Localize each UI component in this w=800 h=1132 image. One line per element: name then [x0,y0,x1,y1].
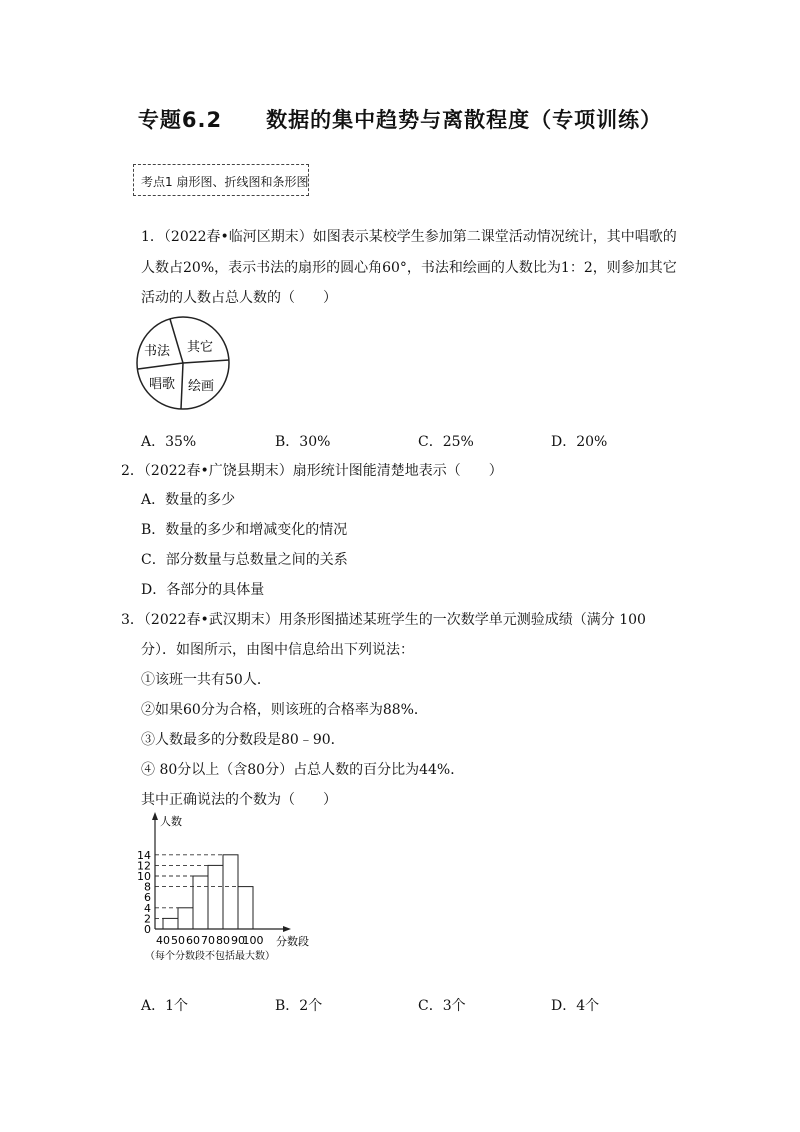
q1-choice-c[interactable]: C．25% [418,434,474,450]
q3-ask: 其中正确说法的个数为（ ） [141,792,337,808]
q2-option-b[interactable]: B．数量的多少和增减变化的情况 [141,522,348,538]
x-tick-100: 100 [242,934,264,947]
pie-divider-2 [183,360,229,363]
bar-40-50 [163,918,178,929]
y-tick-8: 8 [144,880,151,894]
x-tick-60: 60 [186,934,200,947]
q3-statement-3: ③人数最多的分数段是80﹣90． [141,732,345,748]
pie-label-singing: 唱歌 [149,377,176,392]
page-title: 专题6.2 数据的集中趋势与离散程度（专项训练） [137,108,663,132]
pie-divider-1 [170,319,183,363]
x-tick-40: 40 [156,934,170,947]
q3-choice-b[interactable]: B．2个 [275,998,323,1014]
bar-70-80 [208,865,223,929]
x-tick-90: 90 [231,934,245,947]
y-tick-labels [137,849,151,936]
q3-statement-4: ④ 80分以上（含80分）占总人数的百分比为44%． [141,762,465,778]
bar-80-90 [223,855,238,929]
y-axis-arrow [152,812,158,820]
q1-choice-b[interactable]: B．30% [275,434,331,450]
x-tick-80: 80 [216,934,230,947]
y-tick-4: 4 [144,901,151,915]
pie-divider-4 [181,363,183,409]
bar-90-100 [238,887,253,929]
q1-choice-a[interactable]: A．35% [141,434,197,450]
x-tick-50: 50 [171,934,185,947]
q1-line2: 人数占20%，表示书法的扇形的圆心角60°，书法和绘画的人数比为1：2，则参加其它 [141,260,677,276]
pie-divider-3 [138,363,183,369]
y-tick-2: 2 [144,912,151,926]
bar-60-70 [193,876,208,929]
y-tick-12: 12 [137,859,151,873]
q1-choice-d[interactable]: D．20% [551,434,608,450]
q3-bar-chart [125,808,330,968]
section-label: 考点1 扇形图、折线图和条形图 [141,175,309,189]
q2-stem: 2．（2022春•广饶县期末）扇形统计图能清楚地表示（ ） [121,463,503,479]
bar-50-60 [178,908,193,929]
q3-line2: 分）．如图所示，由图中信息给出下列说法： [141,642,414,658]
q3-choice-d[interactable]: D．4个 [551,998,600,1014]
q2-option-c[interactable]: C．部分数量与总数量之间的关系 [141,552,348,568]
y-tick-10: 10 [137,870,151,883]
dash-guides [155,855,238,919]
q3-line1: 3．（2022春•武汉期末）用条形图描述某班学生的一次数学单元测验成绩（满分 100 [121,612,646,628]
q2-option-a[interactable]: A．数量的多少 [141,492,236,508]
y-tick-0: 0 [144,923,151,936]
pie-label-other: 其它 [187,340,214,355]
y-tick-6: 6 [144,891,151,905]
x-axis-arrow [283,926,291,932]
pie-label-calligraphy: 书法 [144,344,171,359]
q1-line3: 活动的人数占总人数的（ ） [141,290,337,306]
pie-label-painting: 绘画 [188,379,215,394]
x-tick-labels [156,934,264,947]
q3-choice-a[interactable]: A．1个 [141,998,189,1014]
q3-choice-c[interactable]: C．3个 [418,998,466,1014]
q3-statement-1: ①该班一共有50人． [141,672,271,688]
bar-group [163,855,253,929]
y-axis-label: 人数 [160,815,182,828]
x-tick-70: 70 [201,934,215,947]
q3-statement-2: ②如果60分为合格，则该班的合格率为88%． [141,702,428,718]
q2-option-d[interactable]: D．各部分的具体量 [141,582,265,598]
chart-note: （每个分数段不包括最大数） [145,951,275,962]
q1-pie-chart [135,312,235,412]
x-axis-label: 分数段 [276,935,309,948]
q1-line1: 1．（2022春•临河区期末）如图表示某校学生参加第二课堂活动情况统计，其中唱歌的 [141,229,677,245]
y-tick-14: 14 [137,848,151,862]
